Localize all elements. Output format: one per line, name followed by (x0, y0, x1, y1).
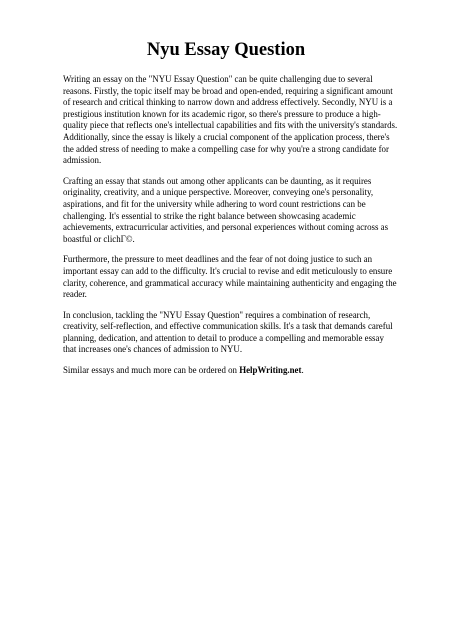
footer-line (63, 365, 398, 377)
footer-suffix: . (301, 365, 304, 376)
paragraph-2: Crafting an essay that stands out among other applicants can be daunting, as it requires originality, creativity, and a unique perspective. Moreover, conveying one's personality, aspirations, and fit for the university while adhering to word count restrictions can be challenging. It's essential to strike the right balance between showcasing academic achievements, extracurricular activities, and personal experiences without coming across as boastful or clichГ©. (63, 175, 389, 244)
document-body (63, 74, 398, 386)
document-title: Nyu Essay Question (146, 40, 306, 60)
paragraph-3: Furthermore, the pressure to meet deadlines and the fear of not doing justice to such an important essay can add to the difficulty. It's crucial to revise and edit meticulously to ensure clarity, coherence, and grammatical accuracy while maintaining authenticity and engaging the reader. (63, 254, 397, 300)
paragraph-4: In conclusion, tackling the "NYU Essay Question" requires a combination of research, creativity, self-reflection, and effective communication skills. It's a task that demands careful planning, dedication, and attention to detail to produce a compelling and memorable essay that increases one's chances of admission to NYU. (63, 309, 393, 355)
footer-prefix: Similar essays and much more can be ordered on (63, 365, 240, 376)
footer-site-link[interactable]: HelpWriting.net (239, 365, 302, 376)
paragraph-1: Writing an essay on the "NYU Essay Question" can be quite challenging due to several reasons. Firstly, the topic itself may be broad and open-ended, requiring a significant amount of research and critical thinking to narrow down and address effectively. Secondly, NYU is a prestigious institution known for its academic rigor, so there's pressure to produce a high-quality piece that reflects one's intellectual capabilities and fits with the university's standards. Additionally, since the essay is likely a crucial component of the application process, there's the added stress of needing to make a compelling case for why you're a strong candidate for admission. (63, 74, 398, 166)
